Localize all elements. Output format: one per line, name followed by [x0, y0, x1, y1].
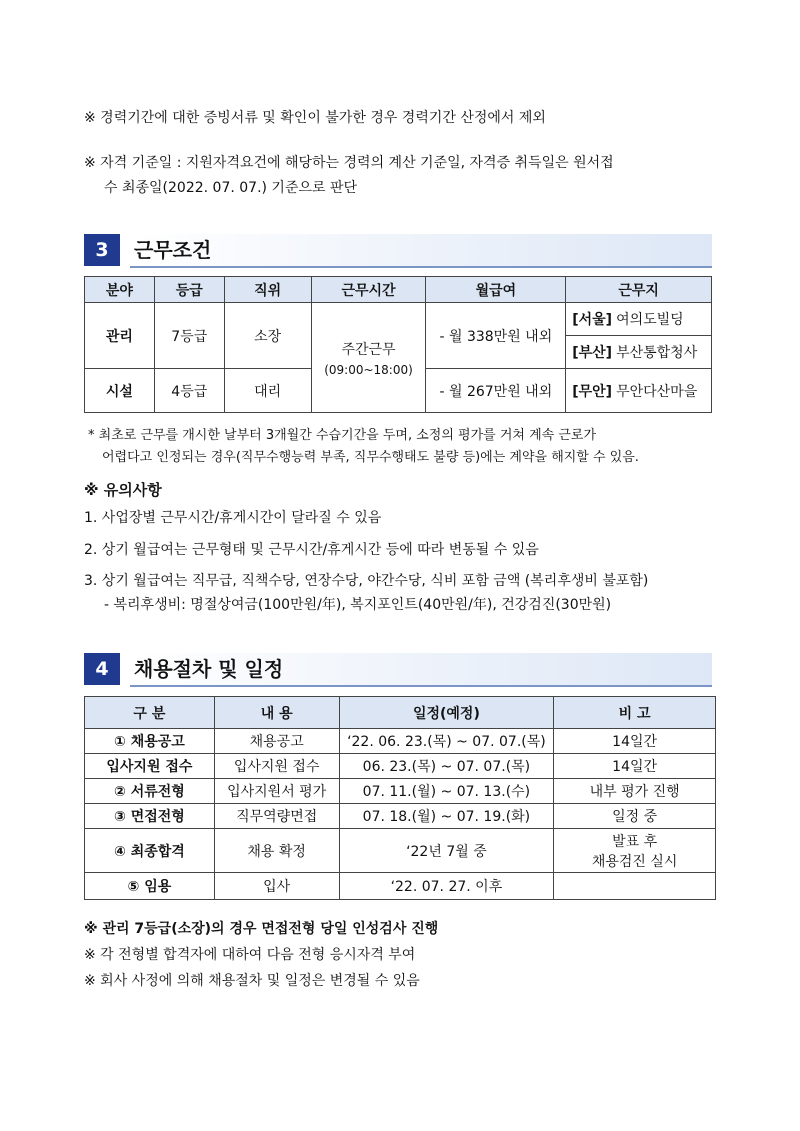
location-name: 부산통합청사 [616, 345, 698, 361]
section-3-title: 근무조건 [130, 234, 712, 266]
row-field: 시설 [85, 369, 155, 413]
row-step: 입사지원 접수 [85, 754, 215, 779]
location-busan [566, 336, 712, 369]
header-salary: 월급여 [426, 277, 566, 303]
row-remark [554, 829, 716, 873]
header-field: 분야 [85, 277, 155, 303]
section-3-header [84, 234, 712, 266]
row-content: 입사 [214, 873, 339, 900]
header-content: 내 용 [214, 697, 339, 729]
row-schedule: ‘22년 7월 중 [339, 829, 554, 873]
probation-footnote-line-2: 어렵다고 인정되는 경우(직무수행능력 부족, 직무수행태도 불량 등)에는 계약을 해지할 수 있음. [102, 450, 639, 465]
table-row [85, 829, 716, 873]
row-schedule: ‘22. 07. 27. 이후 [339, 873, 554, 900]
table-row [85, 873, 716, 900]
row-content: 입사지원서 평가 [214, 779, 339, 804]
section-4-header [84, 653, 712, 685]
row-remark [554, 873, 716, 900]
row-remark: 14일간 [554, 729, 716, 754]
row-schedule: ‘22. 06. 23.(목) ~ 07. 07.(목) [339, 729, 554, 754]
work-hours-label: 주간근무 [341, 341, 396, 358]
row-schedule: 06. 23.(목) ~ 07. 07.(목) [339, 754, 554, 779]
section-3-number: 3 [84, 234, 120, 266]
location-tag: [부산] [572, 345, 613, 361]
location-name: 무안다산마을 [616, 383, 698, 400]
note-schedule-change: ※ 회사 사정에 의해 채용절차 및 일정은 변경될 수 있음 [84, 973, 420, 989]
note-next-stage-eligibility: ※ 각 전형별 합격자에 대하여 다음 전형 응시자격 부여 [84, 947, 416, 963]
row-step: ③ 면접전형 [85, 804, 215, 829]
work-hours-time: (09:00~18:00) [324, 362, 413, 377]
row-grade: 4등급 [154, 369, 224, 413]
note-personality-test: ※ 관리 7등급(소장)의 경우 면접전형 당일 인성검사 진행 [84, 921, 439, 937]
recruitment-schedule-table [84, 696, 716, 900]
row-step: ① 채용공고 [85, 729, 215, 754]
table-row [85, 303, 712, 336]
row-remark: 일정 중 [554, 804, 716, 829]
header-work-hours: 근무시간 [311, 277, 426, 303]
header-step: 구 분 [85, 697, 215, 729]
location-seoul [566, 303, 712, 336]
table-row [85, 729, 716, 754]
header-remark: 비 고 [554, 697, 716, 729]
location-tag: [서울] [572, 312, 613, 328]
row-remark: 14일간 [554, 754, 716, 779]
probation-footnote [88, 425, 718, 469]
row-schedule: 07. 11.(월) ~ 07. 13.(수) [339, 779, 554, 804]
header-grade: 등급 [154, 277, 224, 303]
row-remark-line-2: 채용검진 실시 [591, 853, 678, 870]
header-location: 근무지 [566, 277, 712, 303]
location-muan [566, 369, 712, 413]
note-qualification-date-cont: 수 최종일(2022. 07. 07.) 기준으로 판단 [104, 180, 358, 196]
row-field: 관리 [85, 303, 155, 369]
row-remark: 내부 평가 진행 [554, 779, 716, 804]
header-position: 직위 [224, 277, 311, 303]
row-step: ② 서류전형 [85, 779, 215, 804]
table-row [85, 804, 716, 829]
caution-item: 2. 상기 월급여는 근무형태 및 근무시간/휴게시간 등에 따라 변동될 수 있음 [84, 542, 539, 558]
caution-subitem: - 복리후생비: 명절상여금(100만원/年), 복지포인트(40만원/年), 건강검진(30만원) [104, 597, 612, 613]
probation-footnote-line-1: * 최초로 근무를 개시한 날부터 3개월간 수습기간을 두며, 소정의 평가를 거쳐 계속 근로가 [88, 428, 597, 443]
row-position: 소장 [224, 303, 311, 369]
table-row [85, 779, 716, 804]
work-conditions-table [84, 276, 712, 413]
row-salary: - 월 267만원 내외 [426, 369, 566, 413]
row-salary: - 월 338만원 내외 [426, 303, 566, 369]
caution-title: ※ 유의사항 [84, 481, 162, 499]
row-grade: 7등급 [154, 303, 224, 369]
section-4-number: 4 [84, 653, 120, 685]
row-step: ⑤ 임용 [85, 873, 215, 900]
section-4-title: 채용절차 및 일정 [130, 653, 712, 685]
row-content: 입사지원 접수 [214, 754, 339, 779]
location-name: 여의도빌딩 [616, 312, 684, 328]
row-remark-line-1: 발표 후 [612, 833, 658, 850]
row-step: ④ 최종합격 [85, 829, 215, 873]
note-qualification-date: ※ 자격 기준일 : 지원자격요건에 해당하는 경력의 계산 기준일, 자격증 취득일은 원서접 [84, 155, 614, 171]
location-tag: [무안] [572, 383, 613, 400]
row-content: 채용공고 [214, 729, 339, 754]
table-header-row [85, 277, 712, 303]
row-schedule: 07. 18.(월) ~ 07. 19.(화) [339, 804, 554, 829]
table-header-row [85, 697, 716, 729]
row-content: 채용 확정 [214, 829, 339, 873]
header-schedule: 일정(예정) [339, 697, 554, 729]
table-row [85, 754, 716, 779]
work-hours-cell [311, 303, 426, 413]
row-content: 직무역량면접 [214, 804, 339, 829]
caution-item: 1. 사업장별 근무시간/휴게시간이 달라질 수 있음 [84, 510, 382, 526]
note-career-exclusion: ※ 경력기간에 대한 증빙서류 및 확인이 불가한 경우 경력기간 산정에서 제외 [84, 110, 546, 126]
caution-item: 3. 상기 월급여는 직무급, 직책수당, 연장수당, 야간수당, 식비 포함 금액 (복리후생비 불포함) [84, 573, 649, 589]
row-position: 대리 [224, 369, 311, 413]
